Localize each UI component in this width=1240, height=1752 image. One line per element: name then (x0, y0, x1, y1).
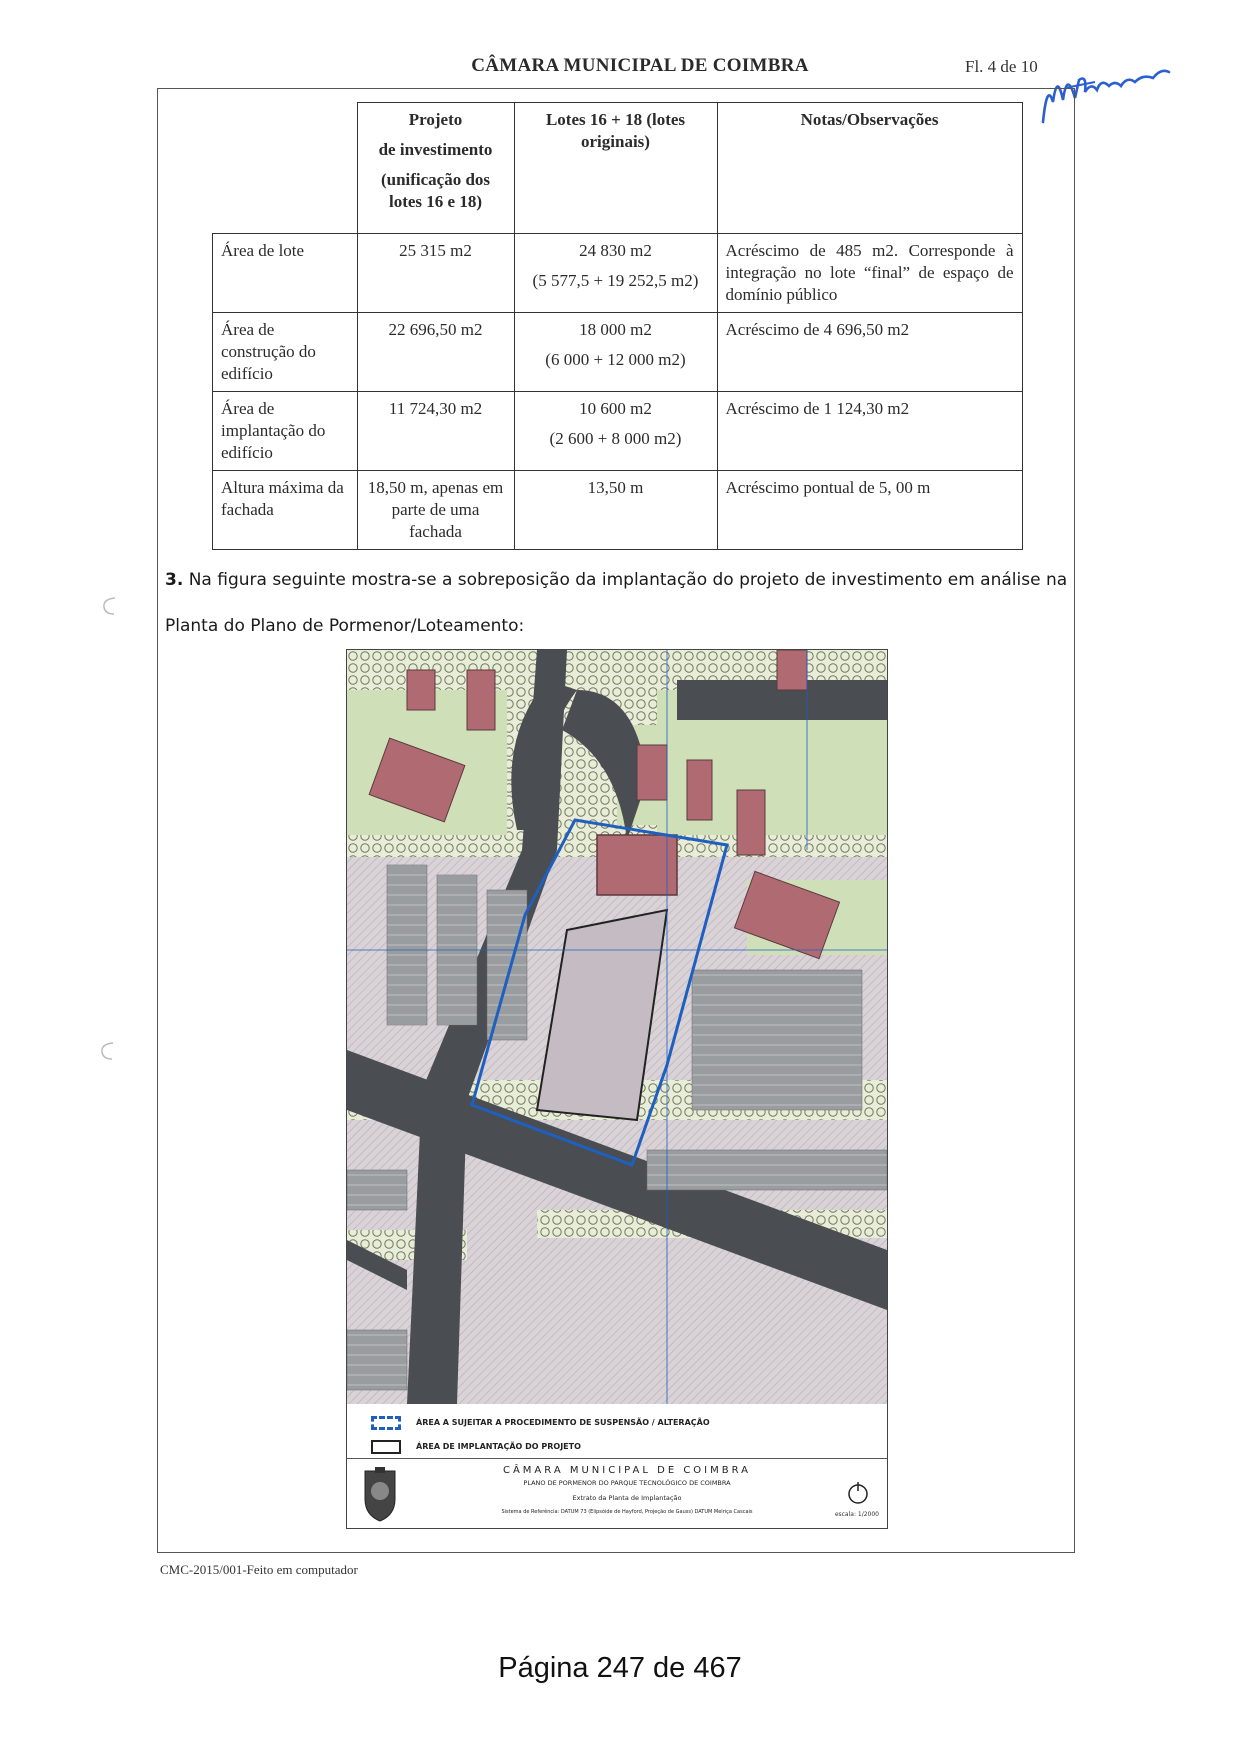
row-lotes-value (514, 313, 717, 392)
table-row (213, 392, 1023, 471)
paragraph-text-1: Na figura seguinte mostra-se a sobreposição da implantação do projeto de investimento em análise na (183, 570, 1068, 590)
stamp-scale: escala: 1/2000 (834, 1511, 879, 1518)
lotes-value: 10 600 m2 (579, 399, 652, 418)
row-projeto-value: 25 315 m2 (357, 234, 514, 313)
lotes-value: 24 830 m2 (579, 241, 652, 260)
row-label: Área de implantação do edifício (213, 392, 358, 471)
lotes-detail: (2 600 + 8 000 m2) (549, 429, 682, 448)
blank-corner-cell (213, 103, 358, 234)
folio-number: Fl. 4 de 10 (965, 57, 1038, 76)
lotes-detail: (5 577,5 + 19 252,5 m2) (532, 271, 699, 290)
footer-note: CMC-2015/001-Feito em computador (160, 1562, 358, 1577)
row-note: Acréscimo de 485 m2. Corresponde à integração no lote “final” de espaço de domínio público (717, 234, 1022, 313)
legend-text: ÁREA DE IMPLANTAÇÃO DO PROJETO (416, 1442, 581, 1451)
lotes-detail: (6 000 + 12 000 m2) (545, 350, 686, 369)
row-label: Área de lote (213, 234, 358, 313)
row-projeto-value: 18,50 m, apenas em parte de uma fachada (357, 471, 514, 550)
punch-hole-mark (98, 1040, 118, 1062)
stamp-plan: PLANO DE PORMENOR DO PARQUE TECNOLÓGICO DE COIMBRA (523, 1479, 731, 1487)
legend-swatch-dashed-blue (371, 1416, 401, 1430)
page-number: Página 247 de 467 (498, 1652, 742, 1684)
coat-of-arms-icon (357, 1465, 403, 1523)
site-plan-drawing (347, 650, 887, 1404)
stamp-datum: Sistema de Referência: DATUM 73 (Elipsóide de Hayford, Projeção de Gauss) DATUM Melriça Cascais (501, 1509, 753, 1515)
row-note: Acréscimo de 1 124,30 m2 (717, 392, 1022, 471)
header-projeto (357, 103, 514, 234)
plan-map-figure (346, 649, 888, 1529)
paragraph-line-2: Planta do Plano de Pormenor/Loteamento: (165, 616, 525, 636)
header-lotes: Lotes 16 + 18 (lotes originais) (514, 103, 717, 234)
map-title-block (347, 1458, 887, 1529)
table-row (213, 471, 1023, 550)
row-projeto-value: 22 696,50 m2 (357, 313, 514, 392)
row-lotes-value: 13,50 m (514, 471, 717, 550)
row-label: Altura máxima da fachada (213, 471, 358, 550)
table-row (213, 234, 1023, 313)
comparison-table (212, 102, 1023, 550)
header-projeto-line1: Projeto (408, 110, 463, 129)
punch-hole-mark (100, 595, 120, 617)
legend-swatch-solid-black (371, 1440, 401, 1454)
paragraph-line-1 (165, 570, 1067, 590)
north-arrow-icon (847, 1481, 869, 1505)
header-title-text: CÂMARA MUNICIPAL DE COIMBRA (471, 55, 809, 76)
paragraph-number: 3. (165, 570, 184, 590)
header-projeto-line3: (unificação dos lotes 16 e 18) (380, 170, 491, 211)
table-row (213, 313, 1023, 392)
row-note: Acréscimo pontual de 5, 00 m (717, 471, 1022, 550)
stamp-extract: Extrato da Planta de Implantação (572, 1494, 682, 1502)
row-lotes-value (514, 392, 717, 471)
row-label: Área de construção do edifício (213, 313, 358, 392)
stamp-org: CÂMARA MUNICIPAL DE COIMBRA (502, 1465, 752, 1476)
header-notas: Notas/Observações (717, 103, 1022, 234)
row-note: Acréscimo de 4 696,50 m2 (717, 313, 1022, 392)
row-lotes-value (514, 234, 717, 313)
legend-text: ÁREA A SUJEITAR A PROCEDIMENTO DE SUSPENSÃO / ALTERAÇÃO (416, 1418, 710, 1427)
header-projeto-line2: de investimento (378, 140, 493, 159)
table-header-row (213, 103, 1023, 234)
lotes-value: 18 000 m2 (579, 320, 652, 339)
row-projeto-value: 11 724,30 m2 (357, 392, 514, 471)
